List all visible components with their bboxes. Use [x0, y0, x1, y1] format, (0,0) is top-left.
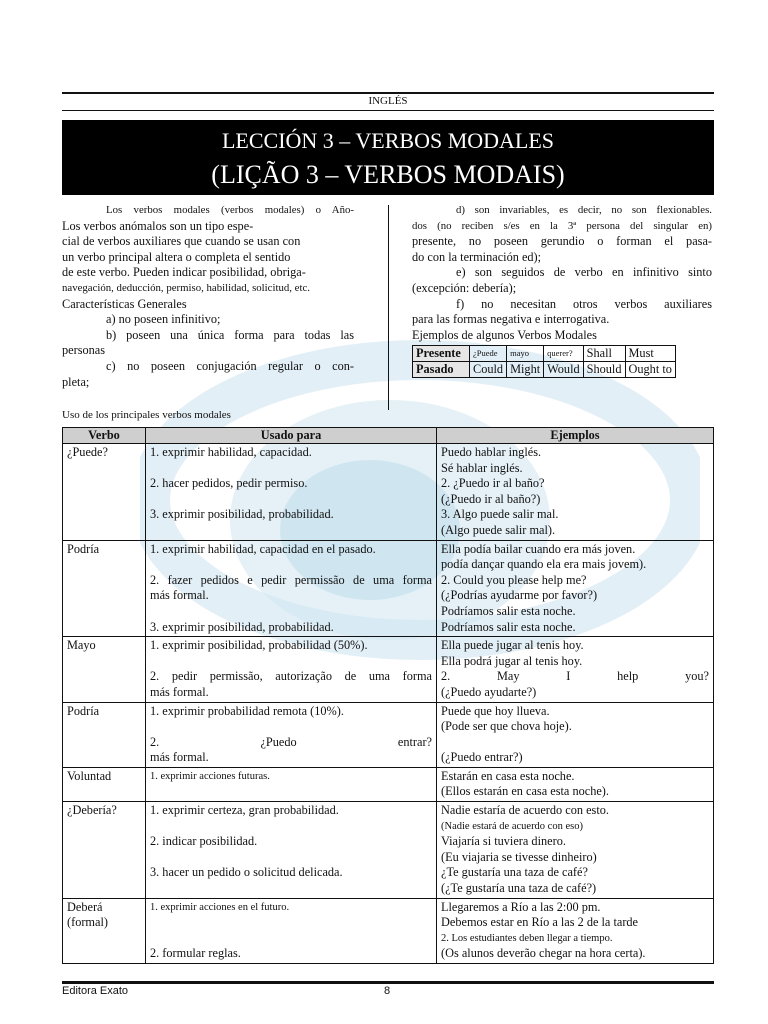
usage-text: 1. exprimir probabilidad remota (10%).: [150, 703, 344, 718]
usage-text: [150, 850, 432, 866]
example-text: (Os alunos deverão chegar na hora certa).: [441, 946, 646, 961]
usage-text: [150, 523, 432, 539]
example-cell: [437, 767, 714, 801]
example-text: 2. Los estudiantes deben llegar a tiempo.: [441, 932, 613, 944]
usage-cell: [146, 802, 437, 899]
example-text: Estarán en casa esta noche.: [441, 768, 575, 783]
row-label: Presente: [413, 346, 470, 362]
usage-text: 1. exprimir acciones en el futuro.: [150, 901, 290, 913]
example-text: Nadie estaría de acuerdo con esto.: [441, 803, 609, 818]
verb-cell: [63, 802, 146, 899]
intro-line: b) poseen una única forma para todas las: [106, 327, 354, 342]
usage-text: 1. exprimir posibilidad, probabilidad (50%).: [150, 638, 368, 653]
table-row: [63, 767, 714, 801]
table-cell: Would: [544, 362, 583, 378]
table-header-row: [63, 428, 714, 444]
intro-line: de este verbo. Pueden indicar posibilidad, obriga-: [62, 265, 306, 280]
example-cell: [437, 802, 714, 899]
usage-text: 3. hacer un pedido o solicitud delicada.: [150, 865, 343, 880]
usage-cell: [146, 444, 437, 541]
example-cell: [437, 637, 714, 702]
intro-line: d) son invariables, es decir, no son flexionables.: [456, 204, 712, 216]
example-text: 2. ¿Puedo ir al baño?: [441, 476, 545, 491]
example-text: Puedo hablar inglés.: [441, 445, 542, 459]
intro-line: para las formas negativa e interrogativa.: [412, 312, 610, 327]
example-text: (¿Puedo entrar?): [441, 750, 523, 765]
example-text: (Ellos estarán en casa esta noche).: [441, 784, 609, 799]
column-divider: [388, 205, 389, 410]
example-text: Ella podía bailar cuando era más joven.: [441, 541, 636, 556]
example-cell: [437, 898, 714, 963]
intro-line: e) son seguidos de verbo en infinitivo sinto: [456, 265, 712, 280]
usage-text: 1. exprimir habilidad, capacidad en el pasado.: [150, 541, 376, 556]
verb-text: Mayo: [67, 638, 96, 653]
usage-text: [150, 819, 432, 835]
lesson-title: LECCIÓN 3 – VERBOS MODALES: [221, 128, 555, 153]
verb-text: Podría: [67, 541, 100, 556]
usage-text: [150, 881, 432, 897]
example-text: 2. May I help you?: [441, 669, 709, 684]
intro-line: Los verbos modales (verbos modales) o Año-: [106, 204, 354, 216]
modal-usage-table: [62, 427, 714, 964]
table-row: [63, 540, 714, 637]
usage-text: 1. exprimir certeza, gran probabilidad.: [150, 803, 339, 818]
usage-text: 2. pedir permissão, autorização de uma forma: [150, 669, 432, 684]
top-rule: [62, 92, 714, 94]
intro-line: do con la terminación ed);: [412, 249, 542, 264]
intro-left-column: [62, 203, 354, 390]
intro-line: presente, no poseen gerundio o forman el pasa-: [412, 234, 712, 249]
verb-cell: [63, 637, 146, 702]
example-text: Podríamos salir esta noche.: [441, 603, 576, 618]
column-header: Usado para: [146, 428, 437, 444]
table-row: [63, 898, 714, 963]
usage-text: 1. exprimir acciones futuras.: [150, 770, 270, 782]
example-text: [441, 735, 709, 751]
table-cell: Might: [507, 362, 544, 378]
example-cell: [437, 540, 714, 637]
usage-text: 2. fazer pedidos e pedir permissão de uma forma: [150, 572, 432, 587]
row-label: Pasado: [413, 362, 470, 378]
usage-cell: [146, 637, 437, 702]
example-text: Viajaría si tuviera dinero.: [441, 834, 566, 849]
modal-examples-table: [412, 345, 676, 378]
usage-cell: [146, 540, 437, 637]
example-cell: [437, 444, 714, 541]
table-row: [63, 637, 714, 702]
intro-line: a) no poseen infinitivo;: [106, 312, 221, 327]
example-text: podía dançar quando ela era mais jovem).: [441, 557, 647, 572]
usage-text: 2. formular reglas.: [150, 946, 241, 961]
intro-line: f) no necesitan otros verbos auxiliares: [456, 296, 712, 311]
page-number: 8: [384, 985, 391, 997]
example-text: (¿Te gustaría una taza de café?): [441, 881, 597, 896]
usage-text: [150, 915, 432, 931]
examples-heading: Ejemplos de algunos Verbos Modales: [412, 327, 597, 342]
column-header: Verbo: [63, 428, 146, 444]
usage-text: [150, 557, 432, 573]
usage-cell: [146, 702, 437, 767]
intro-line: dos (no reciben s/es en la 3ª persona del singular en): [412, 219, 712, 232]
usage-text: [150, 654, 432, 670]
table-cell: Ought to: [625, 362, 675, 378]
table-cell: querer?: [544, 346, 583, 362]
publisher-name: Editora Exato: [62, 985, 129, 997]
usage-cell: [146, 767, 437, 801]
usage-text: 2. indicar posibilidad.: [150, 834, 258, 849]
example-text: Ella puede jugar al tenis hoy.: [441, 638, 584, 653]
intro-line: personas: [62, 343, 106, 358]
usage-text: 3. exprimir posibilidad, probabilidad.: [150, 507, 334, 522]
example-cell: [437, 702, 714, 767]
usage-text: [150, 719, 432, 735]
example-text: Puede que hoy llueva.: [441, 703, 550, 718]
example-text: 3. Algo puede salir mal.: [441, 507, 559, 522]
intro-line: (excepción: debería);: [412, 280, 517, 295]
example-text: 2. Could you please help me?: [441, 572, 587, 587]
table-cell: mayo: [507, 346, 544, 362]
verb-text: Podría: [67, 703, 100, 718]
intro-line: navegación, deducción, permiso, habilidad, solicitud, etc.: [62, 281, 310, 294]
intro-line: pleta;: [62, 374, 90, 389]
verb-text: (formal): [67, 915, 108, 930]
example-text: (Algo puede salir mal).: [441, 522, 556, 537]
verb-text: Voluntad: [67, 768, 112, 783]
example-text: (Nadie estará de acuerdo con eso): [441, 820, 583, 832]
usage-text: [150, 784, 432, 800]
intro-line: cial de verbos auxiliares que cuando se usan con: [62, 234, 301, 249]
example-text: Ella podrá jugar al tenis hoy.: [441, 653, 583, 668]
intro-line: Los verbos anómalos son un tipo espe-: [62, 218, 254, 233]
example-text: Debemos estar en Río a las 2 de la tarde: [441, 915, 639, 930]
intro-line: un verbo principal altera o completa el sentido: [62, 249, 291, 264]
example-text: Sé hablar inglés.: [441, 460, 523, 475]
example-text: Podríamos salir esta noche.: [441, 619, 576, 634]
usage-text: 2. ¿Puedo entrar?: [150, 734, 432, 749]
table-cell: Shall: [583, 346, 625, 362]
verb-cell: [63, 540, 146, 637]
verb-text: ¿Debería?: [67, 803, 117, 818]
usage-table-body: [63, 444, 714, 964]
usage-text: [150, 931, 432, 947]
usage-text: 2. hacer pedidos, pedir permiso.: [150, 476, 308, 491]
usage-text: más formal.: [150, 588, 209, 603]
usage-text: más formal.: [150, 684, 209, 699]
table-row: [413, 362, 676, 378]
example-text: (Eu viajaria se tivesse dinheiro): [441, 849, 597, 864]
usage-text: [150, 492, 432, 508]
verb-text: Deberá: [67, 899, 103, 914]
usage-cell: [146, 898, 437, 963]
intro-right-column: [412, 203, 712, 343]
table-cell: Must: [625, 346, 675, 362]
example-text: ¿Te gustaría una taza de café?: [441, 865, 588, 880]
table-cell: Should: [583, 362, 625, 378]
example-text: (¿Puedo ayudarte?): [441, 684, 537, 699]
table-row: [63, 702, 714, 767]
verb-cell: [63, 702, 146, 767]
table-cell: ¿Puede: [470, 346, 507, 362]
section-heading: Características Generales: [62, 296, 187, 311]
table-cell: Could: [470, 362, 507, 378]
table-row: [63, 444, 714, 541]
usage-text: más formal.: [150, 750, 209, 765]
usage-table-title: Uso de los principales verbos modales: [62, 409, 231, 421]
usage-text: 3. exprimir posibilidad, probabilidad.: [150, 619, 334, 634]
footer-rule: [62, 981, 714, 984]
example-text: Llegaremos a Río a las 2:00 pm.: [441, 899, 601, 914]
usage-text: [150, 604, 432, 620]
subject-header: INGLÉS: [368, 95, 408, 107]
usage-text: [150, 461, 432, 477]
intro-line: c) no poseen conjugación regular o con-: [106, 358, 354, 373]
table-row: [63, 802, 714, 899]
usage-text: 1. exprimir habilidad, capacidad.: [150, 445, 312, 459]
example-text: (Pode ser que chova hoje).: [441, 719, 572, 734]
example-text: (¿Podrías ayudarme por favor?): [441, 588, 598, 603]
verb-cell: [63, 767, 146, 801]
subject-rule: [62, 110, 714, 111]
lesson-subtitle: (LIÇÃO 3 – VERBOS MODAIS): [211, 160, 565, 189]
verb-text: ¿Puede?: [67, 445, 108, 459]
table-row: [413, 346, 676, 362]
column-header: Ejemplos: [437, 428, 714, 444]
lesson-banner: [62, 120, 714, 195]
verb-cell: [63, 444, 146, 541]
verb-cell: [63, 898, 146, 963]
example-text: (¿Puedo ir al baño?): [441, 491, 541, 506]
